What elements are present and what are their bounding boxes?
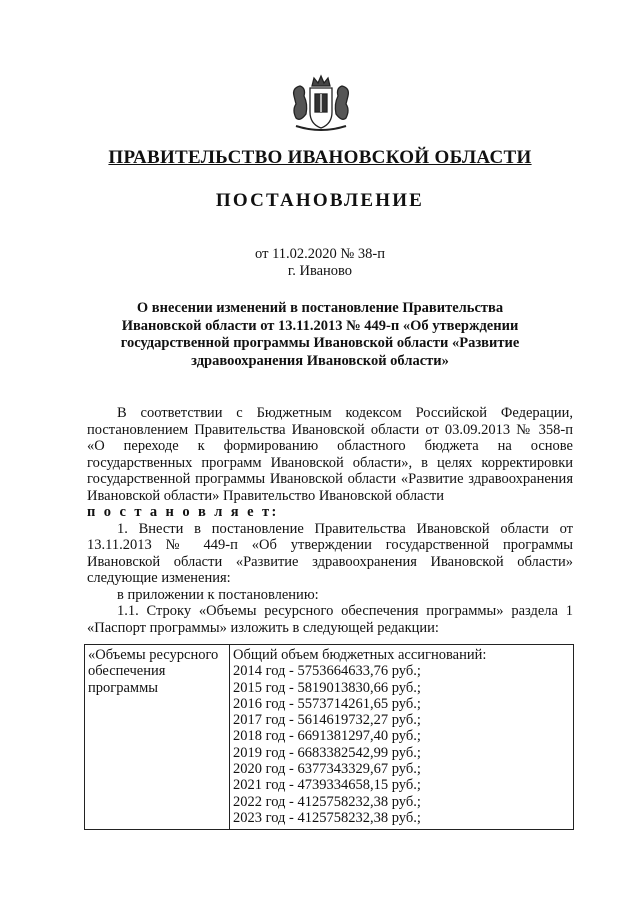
year-row: 2014 год - 5753664633,76 руб.;: [233, 663, 421, 680]
decides-line: п о с т а н о в л я е т:: [87, 504, 279, 520]
total-heading: Общий объем бюджетных ассигнований:: [233, 647, 487, 663]
year-row: 2018 год - 6691381297,40 руб.;: [233, 728, 421, 745]
document-date-number: от 11.02.2020 № 38-п: [255, 246, 385, 262]
table-row: [85, 645, 574, 830]
year-row: 2016 год - 5573714261,65 руб.;: [233, 695, 421, 712]
appendix-line: в приложении к постановлению:: [117, 586, 319, 603]
resources-table: [84, 644, 574, 830]
government-title: ПРАВИТЕЛЬСТВО ИВАНОВСКОЙ ОБЛАСТИ: [108, 147, 532, 168]
resources-label-cell: «Объемы ресурсного обеспечения программы: [85, 645, 230, 830]
year-row: 2015 год - 5819013830,66 руб.;: [233, 679, 421, 696]
document-city: г. Иваново: [287, 263, 353, 279]
item-1-paragraph: 1. Внести в постановление Правительства Ивановской области от 13.11.2013 № 449-п «Об утверждении государственной программы Ивановской области «Развитие здравоохранения Ивановской области» следующие изменения:: [87, 520, 573, 586]
year-row: 2023 год - 4125758232,38 руб.;: [233, 809, 421, 826]
item-1-1-paragraph: 1.1. Строку «Объемы ресурсного обеспечения программы» раздела 1 «Паспорт программы» изложить в следующей редакции:: [87, 603, 573, 636]
year-row: 2021 год - 4739334658,15 руб.;: [233, 777, 421, 794]
year-row: 2019 год - 6683382542,99 руб.;: [233, 744, 421, 761]
year-row: 2017 год - 5614619732,27 руб.;: [233, 712, 421, 729]
resources-values-cell: [230, 645, 574, 830]
document-type: ПОСТАНОВЛЕНИЕ: [215, 190, 425, 211]
coat-of-arms-icon: [288, 74, 354, 136]
document-meta: [0, 246, 640, 280]
document-body: [87, 405, 573, 636]
year-row: 2022 год - 4125758232,38 руб.;: [233, 793, 421, 810]
preamble-paragraph: В соответствии с Бюджетным кодексом Российской Федерации, постановлением Правительства Ивановской области от 03.09.2013 № 358-п «О переходе к формированию областного бюджета на основе государственных программ Ивановской области», в целях корректировки государственной программы Ивановской области «Развитие здравоохранения Ивановской области» Правительство Ивановской области: [87, 405, 573, 504]
year-row: 2020 год - 6377343329,67 руб.;: [233, 761, 421, 778]
document-subject: О внесении изменений в постановление Правительства Ивановской области от 13.11.2013 № 449-п «Об утверждении государственной программы Ивановской области «Развитие здравоохранения Ивановской области»: [120, 300, 520, 369]
